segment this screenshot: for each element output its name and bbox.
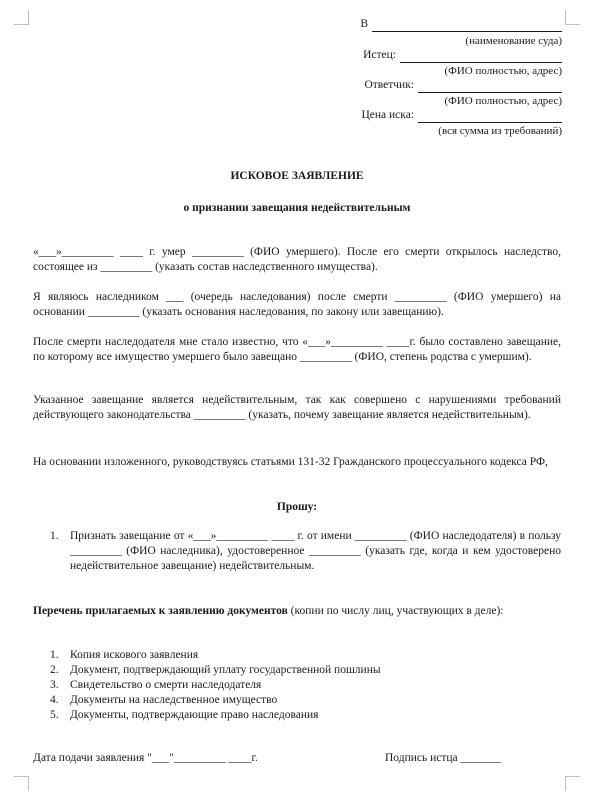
attachment-item-number: 4. [50,694,59,706]
attachment-item [50,648,561,663]
claim-price-blank-line [418,110,562,123]
court-prefix: В [360,18,368,30]
defendant-field [330,78,562,93]
attachment-item-number: 3. [50,679,59,691]
plaintiff-label: Истец: [363,49,396,61]
court-field [330,17,562,32]
request-heading: Прошу: [276,501,318,513]
attachment-item [50,663,561,678]
plaintiff-signature: Подпись истца _______ [385,752,501,764]
attachment-item-text: Свидетельство о смерти наследодателя [70,679,262,691]
attachment-item-text: Документ, подтверждающий уплату государственной пошлины [70,664,381,676]
document-title: ИСКОВОЕ ЗАЯВЛЕНИЕ [230,170,364,182]
request-list [50,529,561,574]
attachments-list [50,648,561,723]
claim-price-note: (вся сумма из требований) [438,125,562,137]
request-item [50,529,561,574]
attachments-heading [33,604,561,619]
attachment-item [50,693,561,708]
defendant-label: Ответчик: [364,79,414,91]
document-subtitle: о признании завещания недействительным [183,202,411,214]
paragraph-legal-basis: На основании изложенного, руководствуясь статьями 131-32 Гражданского процессуального кодекса РФ, [33,456,548,468]
defendant-blank-line [418,80,562,93]
page-corner-mark-bottom-left [14,776,29,791]
attachment-item-text: Копия искового заявления [70,649,199,661]
attachment-item-number: 5. [50,709,59,721]
attachment-item-text: Документы на наследственное имущество [70,694,278,706]
court-note: (наименование суда) [465,35,562,47]
court-blank-line [372,19,562,32]
paragraph-will: После смерти наследодателя мне стало известно, что «___»_________ ____г. было составлено завещание, по которому все имущество умершего было завещано _________ (ФИО, степень родства с умершим). [33,336,561,363]
attachment-item-number: 2. [50,664,59,676]
filing-date: Дата подачи заявления "___"_________ ____г. [33,752,258,764]
attachments-heading-rest: (копии по числу лиц, участвующих в деле): [287,605,504,617]
plaintiff-field [330,48,562,63]
attachment-item [50,678,561,693]
page-corner-mark-top-left [14,10,29,25]
plaintiff-blank-line [400,50,562,63]
claim-price-field [330,108,562,123]
attachments-heading-bold: Перечень прилагаемых к заявлению документов [33,605,288,617]
page-corner-mark-top-right [565,10,580,25]
defendant-note: (ФИО полностью, адрес) [444,95,562,107]
page-corner-mark-bottom-right [565,776,580,791]
request-item-number: 1. [50,530,59,542]
claim-price-label: Цена иска: [361,109,414,121]
attachment-item-text: Документы, подтверждающие право наследования [70,709,319,721]
attachment-item-number: 1. [50,649,59,661]
attachment-item [50,708,561,723]
plaintiff-note: (ФИО полностью, адрес) [444,65,562,77]
paragraph-heir: Я являюсь наследником ___ (очередь наследования) после смерти _________ (ФИО умершего) на основании _________ (указать основания наследования, по закону или завещанию). [33,291,561,318]
paragraph-death: «___»_________ ____ г. умер _________ (ФИО умершего). После его смерти открылось наследство, состоящее из _________ (указать состав наследственного имущества). [33,246,561,273]
paragraph-invalidity: Указанное завещание является недействительным, так как совершено с нарушениями требований действующего законодательства _________ (указать, почему завещание является недействительным). [33,394,561,421]
request-item-text: Признать завещание от «___»_________ ____ г. от имени _________ (ФИО наследодателя) в пользу _________ (ФИО наследника), удостоверенное _________ (указать где, когда и кем удостоверено недействительное завещание) недействительным. [70,530,561,572]
